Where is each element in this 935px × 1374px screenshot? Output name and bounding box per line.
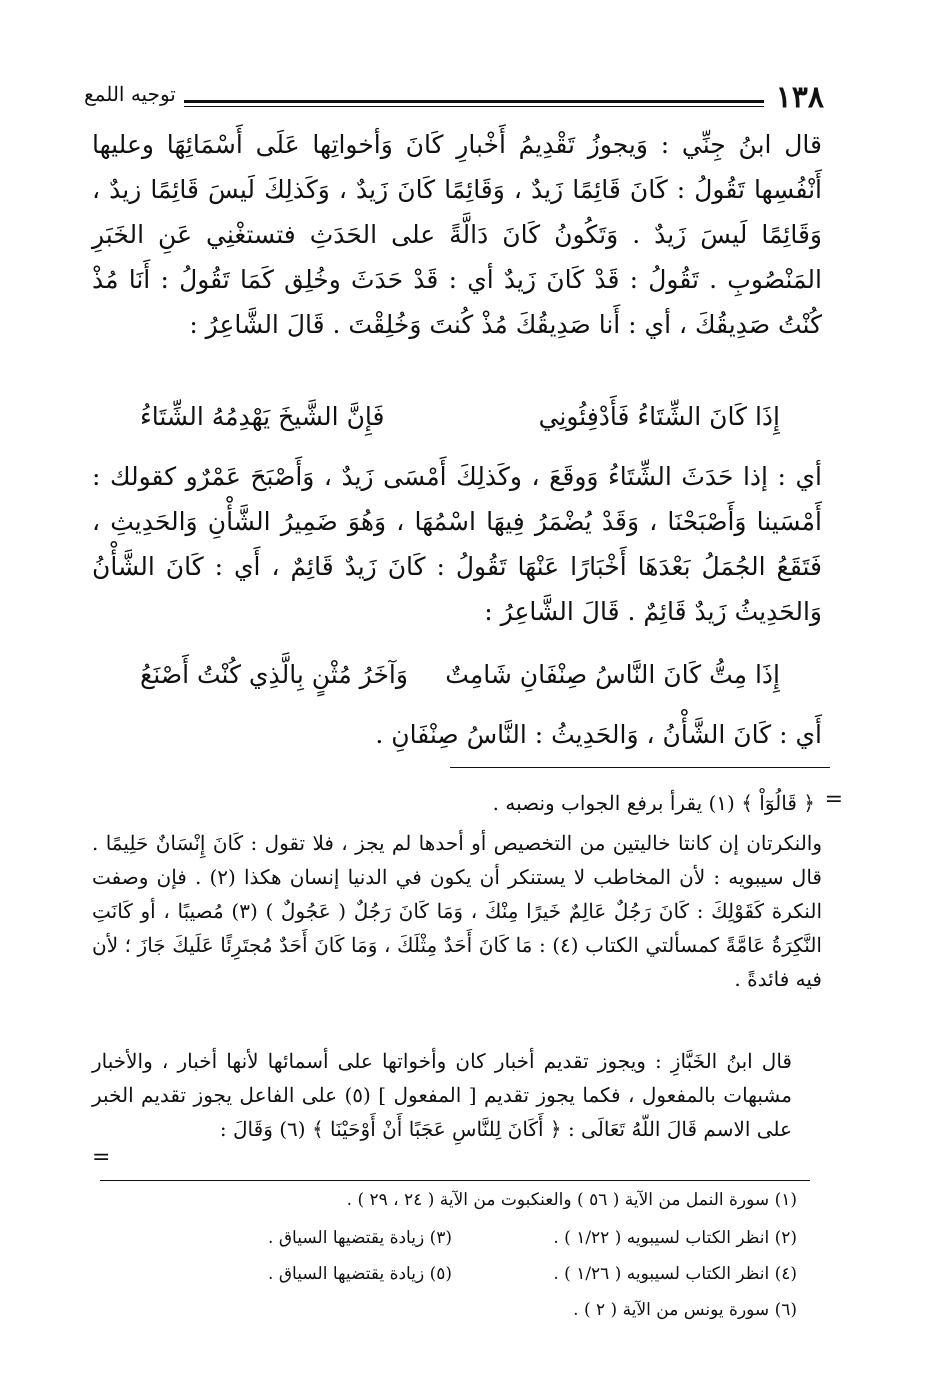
footnote-4: (٤) انظر الكتاب لسيبويه ( ١/٢٦ ) . [553, 1264, 797, 1284]
main-paragraph-3: أَي : كَانَ الشَّأْنُ ، وَالحَدِيثُ : النَّاسُ صِنْفَانِ . [375, 720, 822, 749]
commentary-line-1: ﴿ قَالُوٓاْ ﴾ (١) يقرأ برفع الجواب ونصبه . [492, 791, 815, 815]
page-number: ١٣٨ [775, 80, 824, 115]
footnote-3: (٣) زيادة يقتضيها السياق . [268, 1228, 452, 1248]
header-rule [184, 100, 764, 103]
footnote-5: (٥) زيادة يقتضيها السياق . [268, 1264, 452, 1284]
verse-1-second-hemistich: فَإِنَّ الشَّيخَ يَهْدِمُهُ الشِّتَاءُ [140, 402, 385, 431]
footnote-row-3 [92, 1264, 812, 1290]
verse-2-second-hemistich: وَآخَرُ مُثْنٍ بِالَّذِي كُنْتُ أَصْنَعُ [140, 660, 408, 689]
footnote-row-4 [92, 1300, 812, 1326]
commentary-separator [450, 767, 830, 768]
verse-1-first-hemistich: إِذَا كَانَ الشِّتَاءُ فَأَدْفِئُونِي [538, 402, 780, 431]
verse-2-first-hemistich: إِذَا مِتُّ كَانَ النَّاسُ صِنْفَانِ شَامِتٌ [445, 660, 780, 689]
footnote-6: (٦) سورة يونس من الآية ( ٢ ) . [573, 1300, 797, 1320]
main-paragraph-1: قال ابنُ جِنِّي : وَيجوزُ تَقْدِيمُ أَخْبارِ كَانَ وَأخواتِها عَلَى أَسْمَائِهَا وعليها أَنْفُسِها تَقُولُ : كَانَ قَائِمًا زَيدٌ ، وَقَائِمًا كَانَ زَيدٌ ، وَكَذلِكَ لَيسَ قَائِمًا زيدٌ ، وَقَائِمًا لَيسَ زَيدٌ . وَتَكُونُ كَانَ دَالَّةً على الحَدَثِ فتستغْنِي عَنِ الخَبَرِ المَنْصُوبِ . تَقُولُ : قَدْ كَانَ زَيدٌ أي : قَدْ حَدَثَ وخُلِق كَمَا تَقُولُ : أَنَا مُذْ كُنْتُ صَدِيقُكَ ، أي : أَنا صَدِيقُكَ مُذْ كُنتَ وَخُلِقْتَ . قَالَ الشَّاعِرُ : [92, 130, 822, 339]
footnote-row-2 [92, 1228, 812, 1254]
commentary-paragraph-1: والنكرتان إن كانتا خاليتين من التخصيص أو أحدها لم يجز ، فلا تقول : كَانَ إِنْسَانٌ حَلِيمًا . قال سيبويه : لأن المخاطب لا يستنكر أن يكون في الدنيا إنسان هكذا (٢) . فإن وصفت النكرة كَقَوْلِكَ : كَانَ رَجُلٌ عَالِمٌ خَيرًا مِنْكَ ، وَمَا كَانَ رَجُلٌ ( عَجُولٌ ) (٣) مُصيبًا ، أو كَانَتِ النَّكِرَةُ عَامَّةً كمسألتي الكتاب (٤) : مَا كَانَ أَحَدٌ مِثْلَكَ ، وَمَا كَانَ أَحَدٌ مُجتَرِئًا عَلَيكَ جَازَ ؛ لأن فيه فائدةً . [92, 831, 822, 991]
main-paragraph-2: أي : إذا حَدَثَ الشِّتَاءُ وَوقَعَ ، وكَذلِكَ أَمْسَى زَيدٌ ، وَأَصْبَحَ عَمْرٌو كقولك : أَمْسَينا وَأَصْبَحْنَا ، وَقَدْ يُضْمَرُ فِيهَا اسْمُهَا ، وَهُوَ ضَمِيرُ الشَّأْنِ وَالحَدِيثِ ، فَتَقَعُ الجُمَلُ بَعْدَهَا أَخْبَارًا عَنْهَا تَقُولُ : كَانَ زَيدٌ قَائِمٌ ، أَي : كَانَ الشَّأْنُ وَالحَدِيثُ زَيدٌ قَائِمٌ . قَالَ الشَّاعِرُ : [92, 462, 822, 626]
running-title: توجيه اللمع [84, 82, 176, 106]
continuation-mark-start: = [824, 787, 843, 812]
footnote-row-1 [92, 1190, 812, 1216]
continuation-mark-end: = [92, 1145, 111, 1170]
header-rule-thin [184, 106, 764, 107]
page-header [84, 80, 824, 126]
footnote-separator [100, 1180, 810, 1181]
commentary-paragraph-2: قال ابنُ الخَبَّازِ : ويجوز تقديم أخبار كان وأخواتها على أسمائها لأنها أخبار ، والأخبار مشبهات بالمفعول ، فكما يجوز تقديم [ المفعول ] (٥) على الفاعل يجوز تقديم الخبر على الاسم قَالَ اللّهُ تَعَالَى : ﴿ أَكَانَ لِلنَّاسِ عَجَبًا أَنْ أَوْحَيْنَا ﴾ (٦) وَقَالَ : [92, 1049, 792, 1141]
footnote-2: (٢) انظر الكتاب لسيبويه ( ١/٢٢ ) . [553, 1228, 797, 1248]
footnote-1: (١) سورة النمل من الآية ( ٥٦ ) والعنكبوت من الآية ( ٢٤ ، ٢٩ ) . [346, 1190, 797, 1210]
